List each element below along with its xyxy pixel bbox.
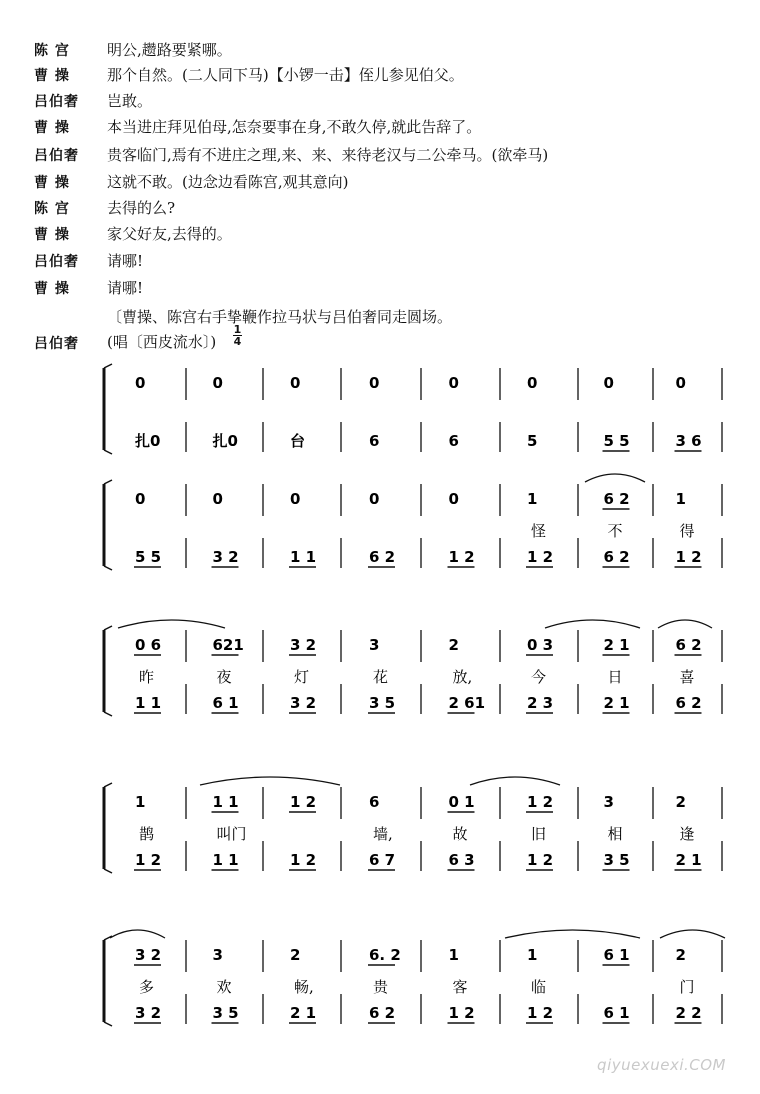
lyric-syllable: 客 bbox=[452, 978, 468, 996]
accompaniment-note: 1 2 bbox=[527, 548, 554, 566]
accompaniment-note: 2 2 bbox=[675, 1004, 702, 1022]
lyric-syllable: 墙, bbox=[373, 825, 393, 843]
accompaniment-note: 1 2 bbox=[135, 851, 162, 869]
accompaniment-note: 6 1 bbox=[603, 1004, 630, 1022]
bracket-hook bbox=[104, 566, 112, 570]
bracket-hook bbox=[104, 364, 112, 368]
lyric-syllable: 花 bbox=[373, 668, 389, 686]
melody-note: 621 bbox=[212, 636, 244, 654]
speaker-name: 陈 宫 bbox=[34, 43, 70, 59]
melody-note: 0 3 bbox=[527, 636, 554, 654]
meter-bottom: 4 bbox=[233, 335, 242, 348]
slur-mark bbox=[660, 930, 725, 938]
accompaniment-note: 2 3 bbox=[527, 694, 554, 712]
melody-note: 0 bbox=[448, 374, 459, 392]
accompaniment-note: 5 5 bbox=[603, 432, 630, 450]
dialogue-text: 去得的么? bbox=[107, 199, 176, 217]
slur-mark bbox=[545, 620, 640, 628]
speaker-name: 曹 操 bbox=[34, 281, 70, 297]
dialogue-text: 那个自然。(二人同下马)【小锣一击】侄儿参见伯父。 bbox=[107, 66, 464, 84]
melody-note: 0 bbox=[290, 490, 301, 508]
melody-note: 1 2 bbox=[527, 793, 554, 811]
bracket-hook bbox=[104, 869, 112, 873]
melody-note: 0 bbox=[135, 374, 146, 392]
lyric-syllable: 逢 bbox=[679, 825, 695, 843]
score-system bbox=[104, 777, 722, 873]
accompaniment-note: 6 bbox=[369, 432, 380, 450]
bracket-hook bbox=[104, 783, 112, 787]
melody-note: 1 1 bbox=[212, 793, 239, 811]
melody-note: 3 2 bbox=[135, 946, 162, 964]
lyric-syllable: 放, bbox=[452, 668, 473, 686]
lyric-syllable: 日 bbox=[607, 668, 623, 686]
melody-note: 2 bbox=[675, 946, 686, 964]
lyric-syllable: 贵 bbox=[373, 978, 389, 996]
melody-note: 6. 2 bbox=[369, 946, 401, 964]
slur-mark bbox=[585, 474, 645, 482]
accompaniment-note: 6 2 bbox=[603, 548, 630, 566]
dialogue-text: 明公,趱路要紧哪。 bbox=[107, 41, 232, 59]
lyric-syllable: 鹊 bbox=[139, 825, 155, 843]
melody-note: 3 bbox=[603, 793, 614, 811]
lyric-syllable: 灯 bbox=[294, 668, 310, 686]
melody-note: 6 bbox=[369, 793, 380, 811]
melody-note: 1 bbox=[448, 946, 459, 964]
accompaniment-note: 6 2 bbox=[369, 548, 396, 566]
speaker-name: 陈 宫 bbox=[34, 201, 70, 217]
speaker-name: 吕伯奢 bbox=[34, 254, 79, 270]
accompaniment-note: 1 2 bbox=[527, 1004, 554, 1022]
tempo-speaker: 吕伯奢 bbox=[34, 336, 79, 352]
dialogue-text: 这就不敢。(边念边看陈宫,观其意向) bbox=[107, 173, 349, 191]
slur-mark bbox=[118, 620, 225, 628]
melody-note: 0 bbox=[212, 490, 223, 508]
lyric-syllable: 临 bbox=[531, 978, 547, 996]
tempo-marking: (唱〔西皮流水〕) bbox=[107, 333, 217, 351]
melody-note: 6 1 bbox=[603, 946, 630, 964]
accompaniment-note: 5 bbox=[527, 432, 538, 450]
accompaniment-note: 3 5 bbox=[212, 1004, 239, 1022]
speaker-name: 吕伯奢 bbox=[34, 94, 79, 110]
lyric-syllable: 喜 bbox=[679, 668, 695, 686]
watermark: qiyuexuexi.COM bbox=[597, 1056, 726, 1074]
melody-note: 3 bbox=[212, 946, 223, 964]
melody-note: 2 bbox=[675, 793, 686, 811]
lyric-syllable: 得 bbox=[679, 522, 695, 540]
accompaniment-note: 1 2 bbox=[448, 1004, 475, 1022]
dialogue-text: 家父好友,去得的。 bbox=[107, 225, 232, 243]
melody-note: 2 bbox=[448, 636, 459, 654]
accompaniment-note: 6 3 bbox=[448, 851, 475, 869]
melody-note: 0 bbox=[527, 374, 538, 392]
melody-note: 0 bbox=[675, 374, 686, 392]
accompaniment-note: 2 1 bbox=[675, 851, 702, 869]
lyric-syllable: 欢 bbox=[216, 978, 232, 996]
melody-note: 0 1 bbox=[448, 793, 475, 811]
score-system bbox=[104, 620, 722, 716]
lyric-syllable: 旧 bbox=[531, 825, 547, 843]
accompaniment-note: 6 bbox=[448, 432, 459, 450]
score-system bbox=[104, 930, 725, 1026]
lyric-syllable: 昨 bbox=[139, 668, 155, 686]
accompaniment-note: 1 2 bbox=[675, 548, 702, 566]
melody-note: 1 bbox=[675, 490, 686, 508]
lyric-syllable: 今 bbox=[531, 668, 547, 686]
accompaniment-note: 3 2 bbox=[135, 1004, 162, 1022]
slur-mark bbox=[110, 930, 165, 938]
bracket-hook bbox=[104, 712, 112, 716]
accompaniment-note: 3 2 bbox=[212, 548, 239, 566]
melody-note: 0 bbox=[603, 374, 614, 392]
accompaniment-note: 6 2 bbox=[675, 694, 702, 712]
bracket-hook bbox=[104, 480, 112, 484]
melody-note: 0 6 bbox=[135, 636, 162, 654]
accompaniment-note: 3 5 bbox=[603, 851, 630, 869]
accompaniment-note: 3 6 bbox=[675, 432, 702, 450]
score-system bbox=[104, 364, 722, 454]
accompaniment-note: 扎0 bbox=[212, 432, 238, 450]
melody-note: 6 2 bbox=[603, 490, 630, 508]
lyric-syllable: 叫门 bbox=[216, 825, 247, 843]
melody-note: 0 bbox=[369, 374, 380, 392]
melody-note: 2 bbox=[290, 946, 301, 964]
dialogue-text: 岂敢。 bbox=[107, 92, 153, 110]
accompaniment-note: 1 2 bbox=[290, 851, 317, 869]
lyric-syllable: 多 bbox=[139, 978, 155, 996]
accompaniment-note: 2 1 bbox=[603, 694, 630, 712]
slur-mark bbox=[470, 777, 560, 785]
slur-mark bbox=[658, 620, 712, 628]
slur-mark bbox=[505, 930, 640, 938]
accompaniment-note: 6 1 bbox=[212, 694, 239, 712]
melody-note: 0 bbox=[135, 490, 146, 508]
lyric-syllable: 夜 bbox=[216, 668, 232, 686]
meter-top: 1 bbox=[233, 323, 242, 336]
melody-note: 0 bbox=[212, 374, 223, 392]
speaker-name: 吕伯奢 bbox=[34, 148, 79, 164]
dialogue-text: 请哪! bbox=[107, 279, 144, 297]
speaker-name: 曹 操 bbox=[34, 120, 70, 136]
accompaniment-note: 2 61 bbox=[448, 694, 486, 712]
melody-note: 1 bbox=[527, 946, 538, 964]
melody-note: 1 bbox=[135, 793, 146, 811]
lyric-syllable: 故 bbox=[452, 825, 468, 843]
speaker-name: 曹 操 bbox=[34, 175, 70, 191]
accompaniment-note: 台 bbox=[290, 432, 306, 450]
accompaniment-note: 2 1 bbox=[290, 1004, 317, 1022]
lyric-syllable: 怪 bbox=[531, 522, 547, 540]
melody-note: 2 1 bbox=[603, 636, 630, 654]
melody-note: 3 bbox=[369, 636, 380, 654]
melody-note: 1 bbox=[527, 490, 538, 508]
dialogue-text: 本当进庄拜见伯母,怎奈要事在身,不敢久停,就此告辞了。 bbox=[107, 118, 482, 136]
accompaniment-note: 1 1 bbox=[135, 694, 162, 712]
speaker-name: 曹 操 bbox=[34, 68, 70, 84]
melody-note: 0 bbox=[448, 490, 459, 508]
accompaniment-note: 1 1 bbox=[212, 851, 239, 869]
dialogue-text: 〔曹操、陈宫右手挚鞭作拉马状与吕伯奢同走圆场。 bbox=[107, 308, 453, 326]
dialogue-text: 请哪! bbox=[107, 252, 144, 270]
melody-note: 0 bbox=[290, 374, 301, 392]
lyric-syllable: 畅, bbox=[294, 978, 314, 996]
melody-note: 0 bbox=[369, 490, 380, 508]
lyric-syllable: 相 bbox=[607, 825, 623, 843]
melody-note: 6 2 bbox=[675, 636, 702, 654]
accompaniment-note: 3 5 bbox=[369, 694, 396, 712]
bracket-hook bbox=[104, 626, 112, 630]
bracket-hook bbox=[104, 450, 112, 454]
lyric-syllable: 门 bbox=[679, 978, 695, 996]
accompaniment-note: 5 5 bbox=[135, 548, 162, 566]
accompaniment-note: 扎0 bbox=[135, 432, 161, 450]
accompaniment-note: 1 2 bbox=[527, 851, 554, 869]
dialogue-text: 贵客临门,焉有不进庄之理,来、来、来待老汉与二公牵马。(欲牵马) bbox=[107, 146, 549, 164]
score-system bbox=[104, 474, 722, 570]
accompaniment-note: 3 2 bbox=[290, 694, 317, 712]
slur-mark bbox=[200, 777, 340, 785]
melody-note: 3 2 bbox=[290, 636, 317, 654]
accompaniment-note: 1 1 bbox=[290, 548, 317, 566]
speaker-name: 曹 操 bbox=[34, 227, 70, 243]
accompaniment-note: 6 2 bbox=[369, 1004, 396, 1022]
accompaniment-note: 1 2 bbox=[448, 548, 475, 566]
melody-note: 1 2 bbox=[290, 793, 317, 811]
accompaniment-note: 6 7 bbox=[369, 851, 396, 869]
bracket-hook bbox=[104, 1022, 112, 1026]
lyric-syllable: 不 bbox=[607, 522, 623, 540]
